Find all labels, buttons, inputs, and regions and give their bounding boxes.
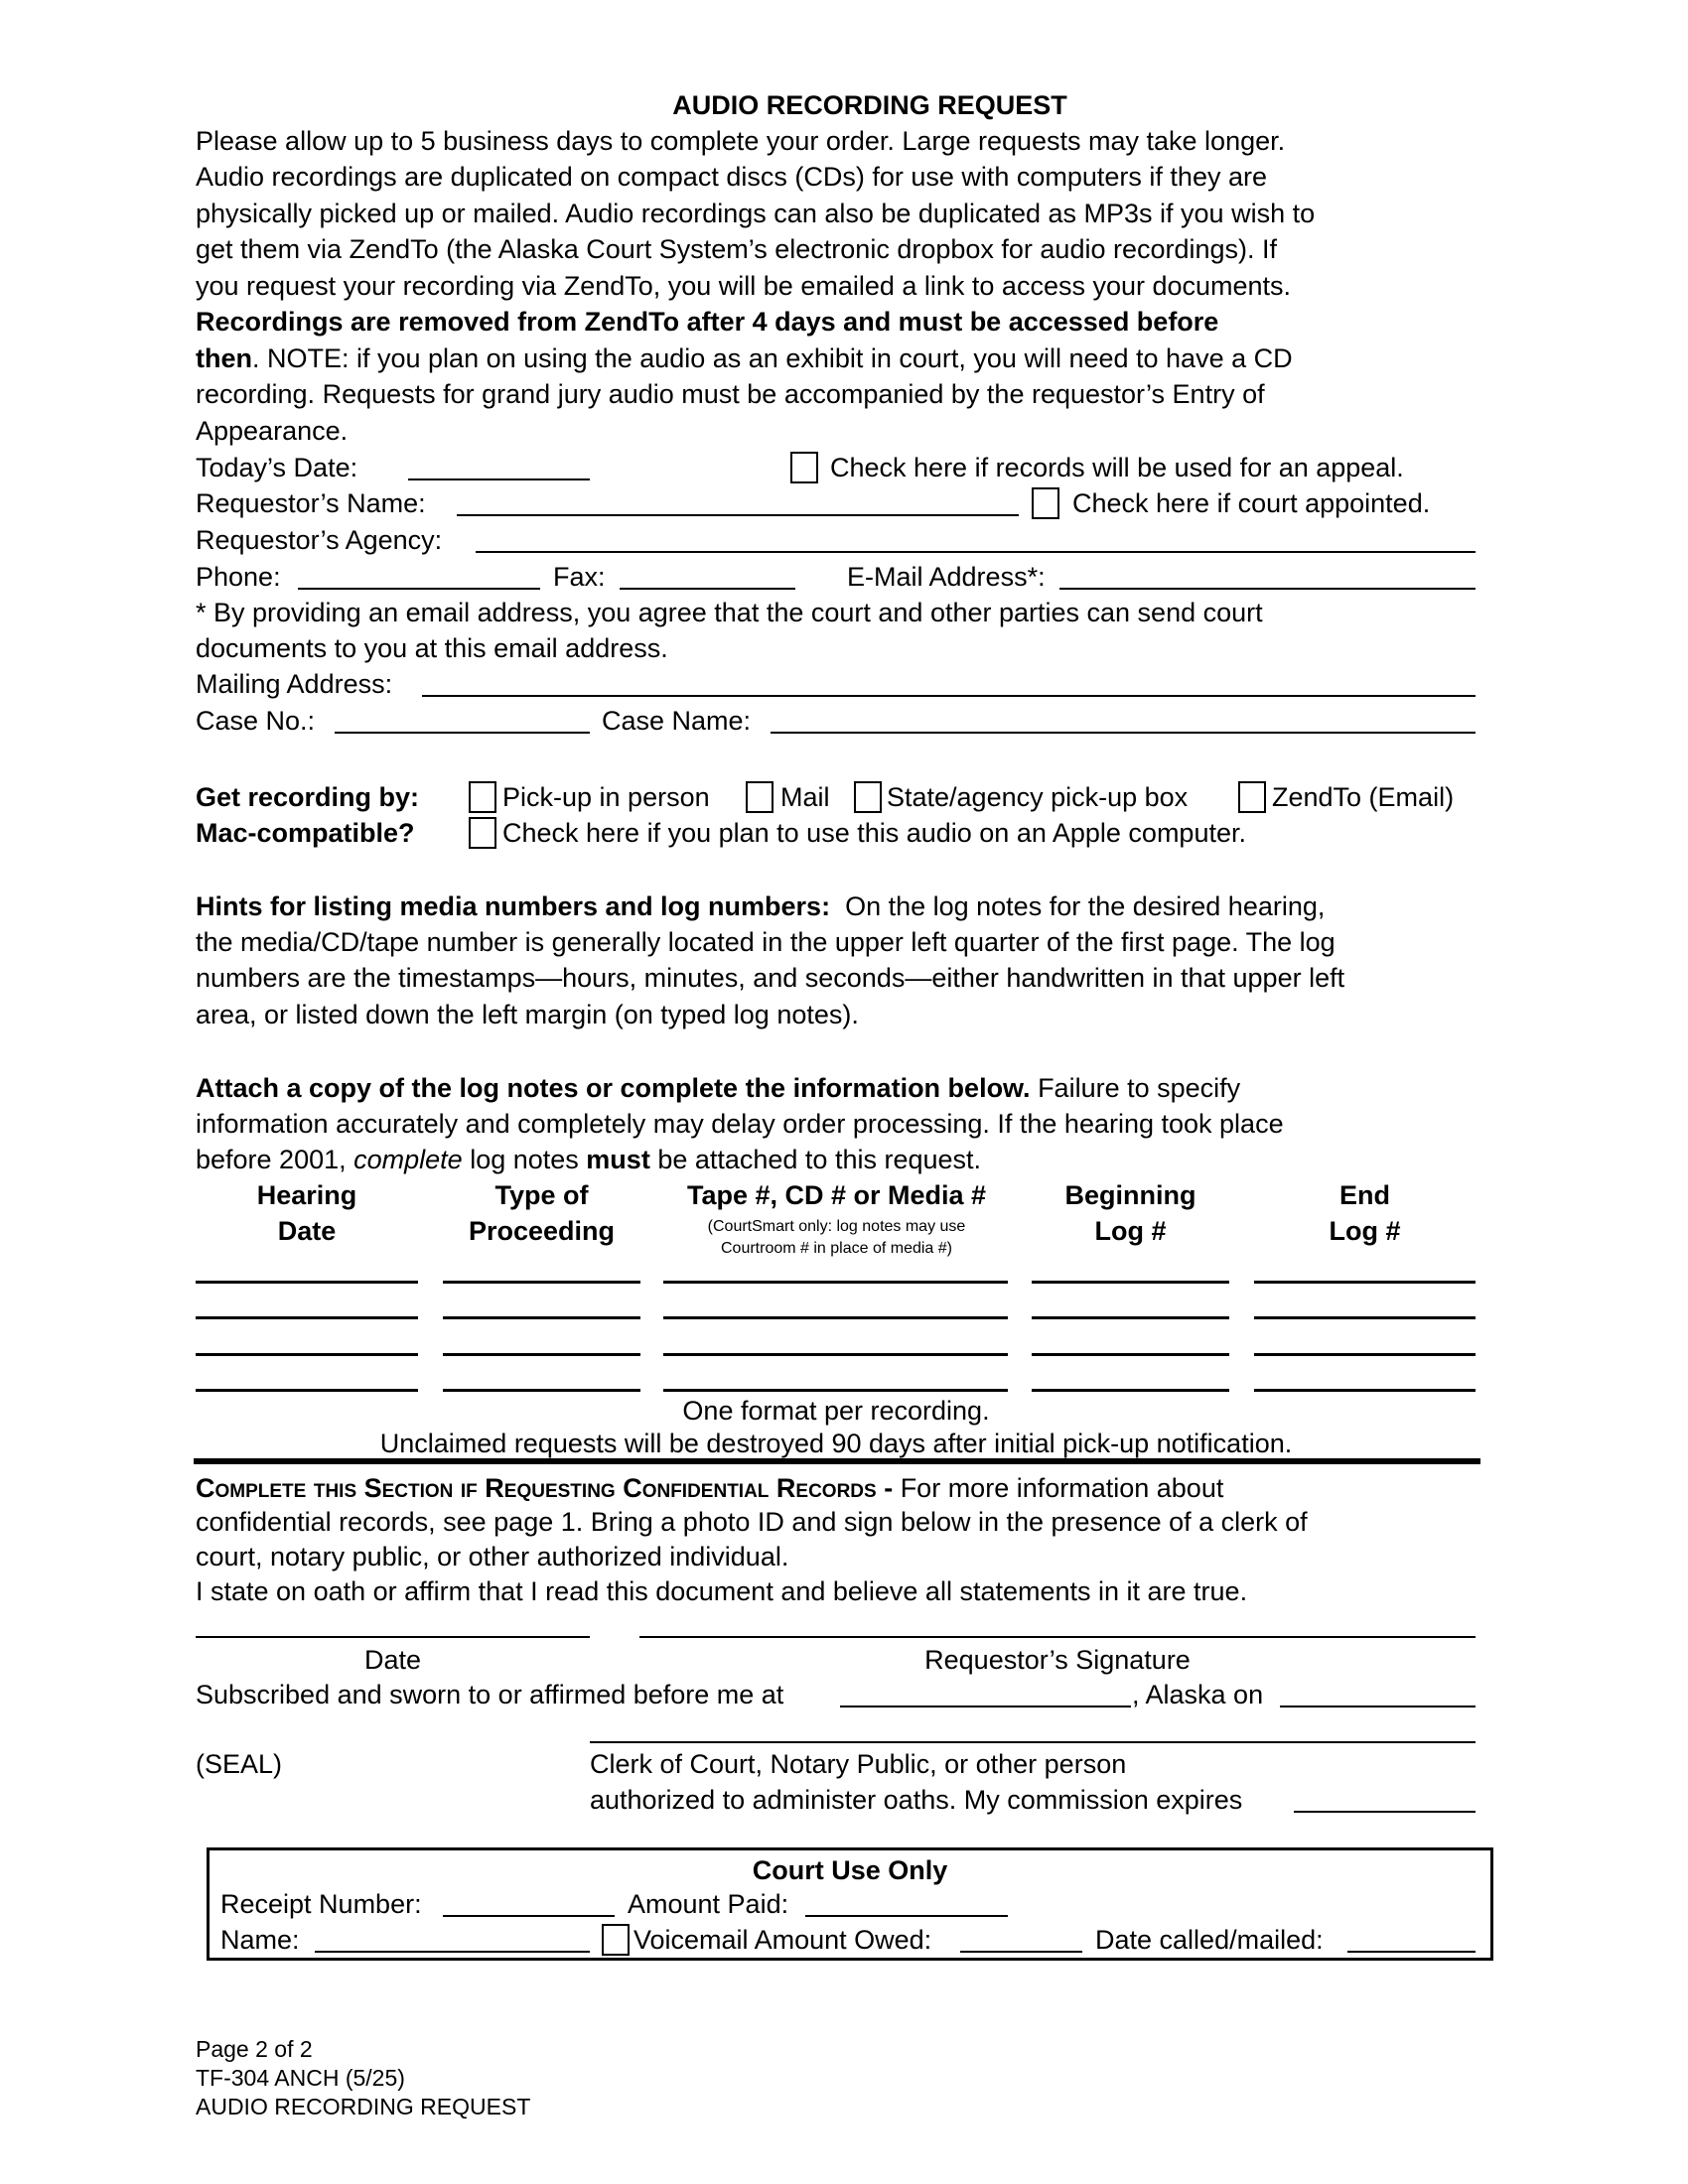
location-field[interactable] xyxy=(840,1706,1131,1707)
zendto-checkbox[interactable] xyxy=(1238,781,1266,813)
log-field-type[interactable] xyxy=(443,1316,640,1319)
intro-note: . NOTE: if you plan on using the audio as an exhibit in court, you will need to have a CD xyxy=(252,343,1293,373)
subscribed-label: Subscribed and sworn to or affirmed before me at xyxy=(196,1680,784,1709)
oath-statement: I state on oath or affirm that I read this document and believe all statements in it are true. xyxy=(196,1576,1248,1606)
mailing-address-field[interactable] xyxy=(422,695,1476,697)
sworn-date-field[interactable] xyxy=(1280,1706,1476,1707)
log-field-beginning-log[interactable] xyxy=(1032,1281,1229,1284)
seal-label: (SEAL) xyxy=(196,1749,283,1779)
log-field-end-log[interactable] xyxy=(1254,1353,1476,1356)
col-header-beginning-log: Log # xyxy=(1094,1216,1167,1246)
fax-label: Fax: xyxy=(553,562,606,592)
attach-line: information accurately and completely may delay order processing. If the hearing took place xyxy=(196,1109,1284,1139)
voicemail-checkbox[interactable] xyxy=(602,1924,630,1956)
section-divider xyxy=(194,1458,1480,1464)
mac-checkbox[interactable] xyxy=(469,817,496,849)
footer-form-name: AUDIO RECORDING REQUEST xyxy=(196,2094,531,2119)
one-format-note: One format per recording. xyxy=(682,1396,990,1426)
hints-text: On the log notes for the desired hearing, xyxy=(830,891,1326,921)
log-field-hearing-date[interactable] xyxy=(196,1353,418,1356)
log-field-type[interactable] xyxy=(443,1353,640,1356)
col-header-hearing-date: Hearing xyxy=(256,1180,357,1210)
confidential-line: court, notary public, or other authorized individual. xyxy=(196,1542,789,1571)
intro-line: get them via ZendTo (the Alaska Court System’s electronic dropbox for audio recordings). If xyxy=(196,234,1278,264)
log-field-tape[interactable] xyxy=(663,1316,1008,1319)
footer-page: Page 2 of 2 xyxy=(196,2036,313,2062)
log-field-beginning-log[interactable] xyxy=(1032,1353,1229,1356)
attach-text: before 2001, xyxy=(196,1145,354,1174)
email-note: documents to you at this email address. xyxy=(196,633,668,663)
signature-label: Requestor’s Signature xyxy=(924,1645,1191,1675)
confidential-heading: Complete this Section if Requesting Confidential Records - xyxy=(196,1473,894,1503)
name-field[interactable] xyxy=(315,1951,590,1953)
pickup-label: Pick-up in person xyxy=(502,782,710,812)
receipt-label: Receipt Number: xyxy=(220,1889,422,1919)
attach-line xyxy=(196,1070,1240,1106)
email-note: * By providing an email address, you agree that the court and other parties can send court xyxy=(196,598,1263,627)
requestor-agency-field[interactable] xyxy=(476,551,1476,553)
mac-option-label: Check here if you plan to use this audio on an Apple computer. xyxy=(502,818,1246,848)
alaska-on-label: , Alaska on xyxy=(1132,1680,1264,1709)
amount-paid-field[interactable] xyxy=(805,1915,1008,1917)
attach-italic: complete xyxy=(353,1145,463,1174)
name-label: Name: xyxy=(220,1925,300,1955)
attach-text: be attached to this request. xyxy=(649,1145,982,1174)
court-appointed-label: Check here if court appointed. xyxy=(1072,488,1431,518)
intro-line xyxy=(196,341,1293,376)
clerk-label: authorized to administer oaths. My commission expires xyxy=(590,1785,1243,1815)
log-field-end-log[interactable] xyxy=(1254,1281,1476,1284)
requestor-name-label: Requestor’s Name: xyxy=(196,488,426,518)
col-header-tape: Tape #, CD # or Media # xyxy=(686,1180,987,1210)
log-field-beginning-log[interactable] xyxy=(1032,1389,1229,1392)
phone-field[interactable] xyxy=(298,588,540,590)
attach-text: Failure to specify xyxy=(1030,1073,1241,1103)
phone-label: Phone: xyxy=(196,562,281,592)
intro-line: physically picked up or mailed. Audio recordings can also be duplicated as MP3s if you wish to xyxy=(196,199,1316,228)
mac-label: Mac-compatible? xyxy=(196,818,415,848)
appeal-checkbox[interactable] xyxy=(790,452,818,483)
log-field-tape[interactable] xyxy=(663,1281,1008,1284)
unclaimed-note: Unclaimed requests will be destroyed 90 days after initial pick-up notification. xyxy=(379,1429,1293,1458)
date-called-field[interactable] xyxy=(1347,1951,1476,1953)
todays-date-field[interactable] xyxy=(408,478,590,480)
confidential-text: For more information about xyxy=(893,1473,1224,1503)
agency-box-label: State/agency pick-up box xyxy=(887,782,1189,812)
intro-bold: then xyxy=(196,343,252,373)
case-name-field[interactable] xyxy=(771,732,1476,734)
log-field-tape[interactable] xyxy=(663,1353,1008,1356)
commission-expires-field[interactable] xyxy=(1294,1811,1476,1813)
log-field-hearing-date[interactable] xyxy=(196,1389,418,1392)
intro-line: Please allow up to 5 business days to complete your order. Large requests may take longer. xyxy=(196,126,1286,156)
requestor-name-field[interactable] xyxy=(457,514,1019,516)
col-header-type: Proceeding xyxy=(468,1216,616,1246)
log-field-end-log[interactable] xyxy=(1254,1316,1476,1319)
voicemail-label: Voicemail Amount Owed: xyxy=(633,1925,932,1955)
mail-checkbox[interactable] xyxy=(746,781,774,813)
hints-line: numbers are the timestamps—hours, minutes, and seconds—either handwritten in that upper left xyxy=(196,963,1345,993)
log-field-type[interactable] xyxy=(443,1389,640,1392)
confidential-line xyxy=(196,1470,1223,1506)
col-header-end-log: End xyxy=(1339,1180,1390,1210)
intro-bold: Recordings are removed from ZendTo after 4 days and must be accessed before xyxy=(196,307,1219,337)
todays-date-label: Today’s Date: xyxy=(196,453,358,482)
footer-form-id: TF-304 ANCH (5/25) xyxy=(196,2065,405,2091)
requestor-signature-field[interactable] xyxy=(639,1636,1476,1638)
mail-label: Mail xyxy=(780,782,830,812)
tape-note: (CourtSmart only: log notes may use xyxy=(707,1218,966,1235)
hints-heading: Hints for listing media numbers and log numbers: xyxy=(196,891,831,921)
hints-line: the media/CD/tape number is generally located in the upper left quarter of the first page. The log xyxy=(196,927,1336,957)
hints-line: area, or listed down the left margin (on typed log notes). xyxy=(196,1000,859,1029)
log-field-end-log[interactable] xyxy=(1254,1389,1476,1392)
receipt-field[interactable] xyxy=(443,1915,615,1917)
log-field-beginning-log[interactable] xyxy=(1032,1316,1229,1319)
date-label: Date xyxy=(363,1645,422,1675)
col-header-end-log: Log # xyxy=(1329,1216,1401,1246)
requestor-agency-label: Requestor’s Agency: xyxy=(196,525,443,555)
log-field-tape[interactable] xyxy=(663,1389,1008,1392)
get-recording-label: Get recording by: xyxy=(196,782,420,812)
court-use-title: Court Use Only xyxy=(752,1855,948,1885)
fax-field[interactable] xyxy=(620,588,795,590)
zendto-label: ZendTo (Email) xyxy=(1272,782,1455,812)
log-field-hearing-date[interactable] xyxy=(196,1281,418,1284)
clerk-signature-field[interactable] xyxy=(590,1741,1476,1743)
log-field-type[interactable] xyxy=(443,1281,640,1284)
appeal-check-label: Check here if records will be used for an appeal. xyxy=(830,453,1404,482)
agency-box-checkbox[interactable] xyxy=(854,781,882,813)
intro-line: you request your recording via ZendTo, you will be emailed a link to access your documents. xyxy=(196,271,1292,301)
pickup-checkbox[interactable] xyxy=(469,781,496,813)
attach-text: log notes xyxy=(462,1145,587,1174)
date-signature-field[interactable] xyxy=(196,1636,590,1638)
attach-bold: must xyxy=(586,1145,650,1174)
confidential-line: confidential records, see page 1. Bring a photo ID and sign below in the presence of a clerk of xyxy=(196,1507,1308,1537)
page-title: AUDIO RECORDING REQUEST xyxy=(672,90,1067,120)
attach-heading: Attach a copy of the log notes or complete the information below. xyxy=(196,1073,1031,1103)
log-field-hearing-date[interactable] xyxy=(196,1316,418,1319)
email-label: E-Mail Address*: xyxy=(847,562,1046,592)
date-called-label: Date called/mailed: xyxy=(1095,1925,1324,1955)
court-appointed-checkbox[interactable] xyxy=(1032,487,1059,519)
intro-line: recording. Requests for grand jury audio must be accompanied by the requestor’s Entry of xyxy=(196,379,1265,409)
amount-paid-label: Amount Paid: xyxy=(628,1889,789,1919)
case-no-label: Case No.: xyxy=(196,706,316,736)
clerk-label: Clerk of Court, Notary Public, or other person xyxy=(590,1749,1127,1779)
amount-owed-field[interactable] xyxy=(960,1951,1082,1953)
case-name-label: Case Name: xyxy=(602,706,752,736)
intro-line: Appearance. xyxy=(196,416,349,446)
mailing-address-label: Mailing Address: xyxy=(196,669,393,699)
tape-note: Courtroom # in place of media #) xyxy=(721,1240,952,1257)
col-header-hearing-date: Date xyxy=(277,1216,337,1246)
email-field[interactable] xyxy=(1059,588,1476,590)
attach-line xyxy=(196,1142,981,1177)
case-no-field[interactable] xyxy=(335,732,590,734)
col-header-type: Type of xyxy=(494,1180,589,1210)
hints-line xyxy=(196,888,1325,924)
col-header-beginning-log: Beginning xyxy=(1064,1180,1196,1210)
intro-line: Audio recordings are duplicated on compact discs (CDs) for use with computers if they are xyxy=(196,162,1267,192)
